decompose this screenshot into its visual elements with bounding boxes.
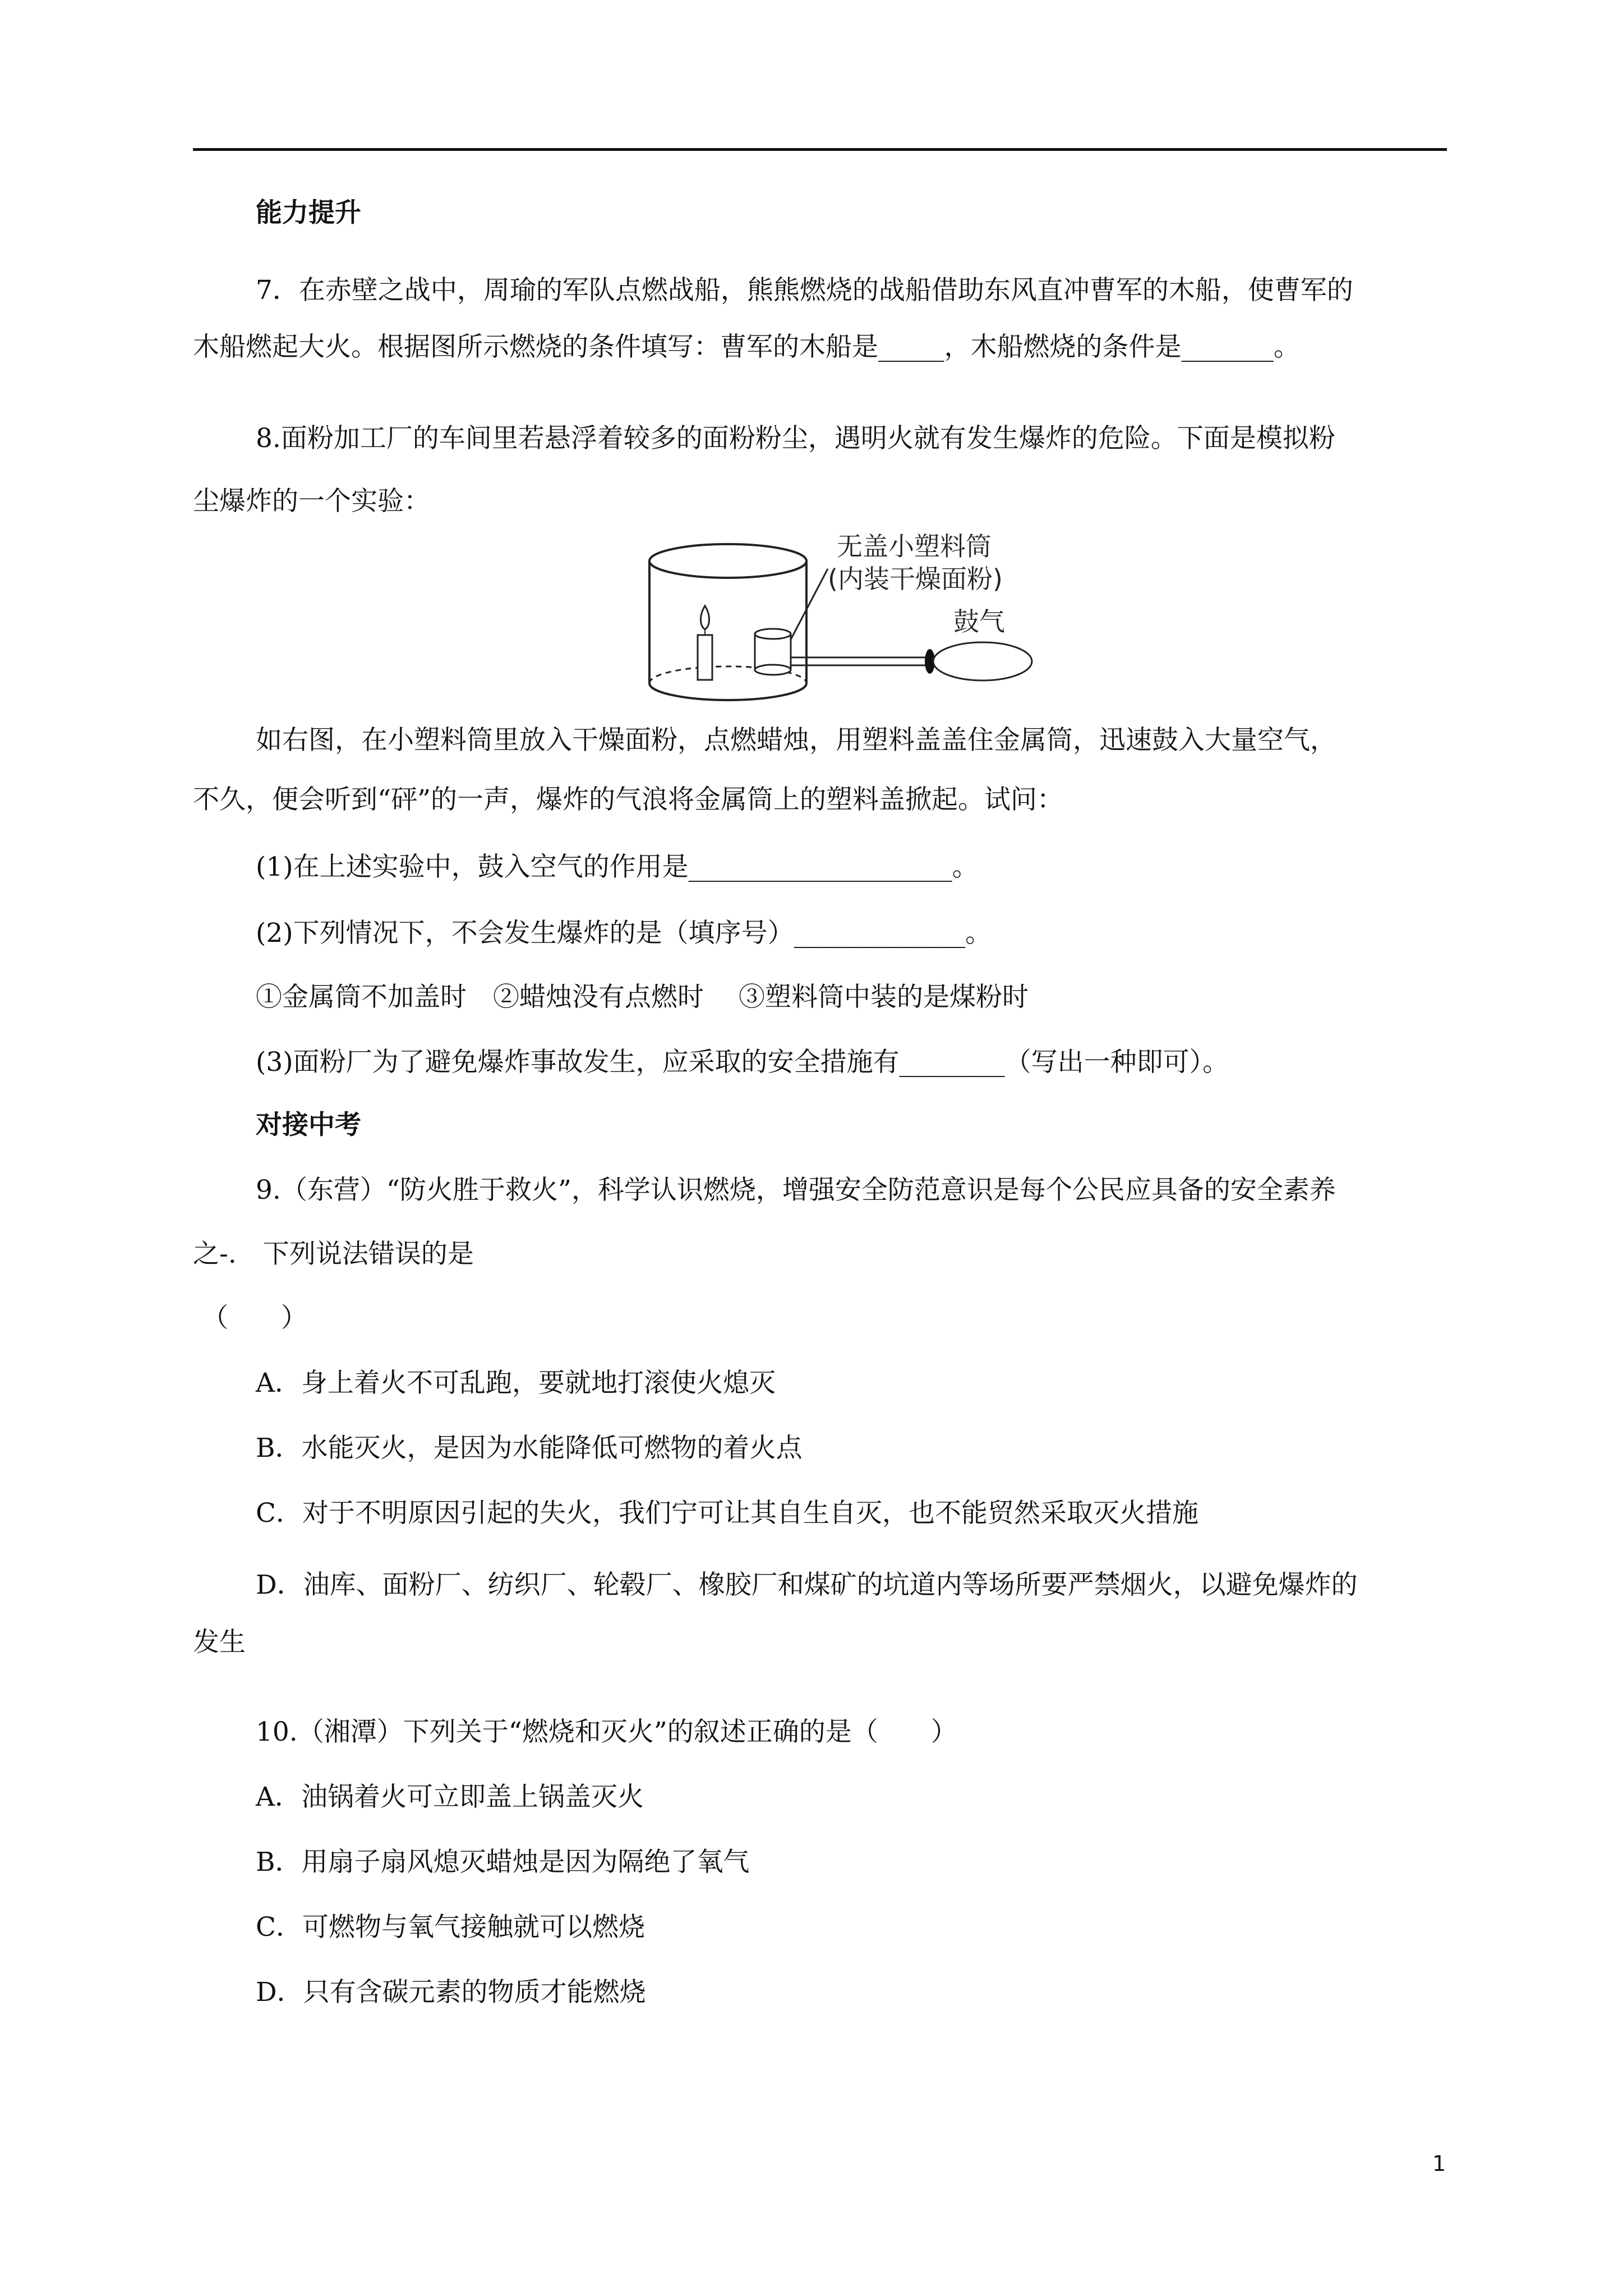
q8-sub3: (3)面粉厂为了避免爆炸事故发生，应采取的安全措施有________（写出一种即可）。 bbox=[256, 1047, 1229, 1078]
q9-answer-bracket: （ ） bbox=[202, 1303, 307, 1333]
q10-option-a: A．油锅着火可立即盖上锅盖灭火 bbox=[256, 1782, 644, 1812]
figure-label-blow: 鼓气 bbox=[953, 606, 1005, 637]
q10-stem: 10.（湘潭）下列关于“燃烧和灭火”的叙述正确的是（ ） bbox=[256, 1717, 957, 1747]
header-rule bbox=[193, 148, 1447, 151]
q8-sub1: (1)在上述实验中，鼓入空气的作用是____________________。 bbox=[256, 852, 979, 882]
q9-option-d-line2: 发生 bbox=[193, 1627, 246, 1658]
q8-sub2: (2)下列情况下，不会发生爆炸的是（填序号）_____________。 bbox=[256, 918, 992, 949]
q9-option-d-line1: D．油库、面粉厂、纺织厂、轮毂厂、橡胶厂和煤矿的坑道内等场所要严禁烟火，以避免爆炸的 bbox=[256, 1570, 1358, 1600]
label-leader-line bbox=[791, 569, 828, 639]
air-bulb-icon bbox=[925, 642, 1032, 680]
air-pipe bbox=[791, 657, 926, 665]
q8-desc2: 不久，便会听到“砰”的一声，爆炸的气浪将金属筒上的塑料盖掀起。试问： bbox=[193, 784, 1064, 815]
candle-icon bbox=[698, 606, 712, 680]
q9-option-b: B．水能灭火，是因为水能降低可燃物的着火点 bbox=[256, 1433, 803, 1464]
q10-option-b: B．用扇子扇风熄灭蜡烛是因为隔绝了氧气 bbox=[256, 1847, 750, 1878]
q9-line2: 之-. 下列说法错误的是 bbox=[193, 1239, 474, 1269]
q10-option-d: D．只有含碳元素的物质才能燃烧 bbox=[256, 1977, 646, 2008]
q9-option-c: C．对于不明原因引起的失火，我们宁可让其自生自灭，也不能贸然采取灭火措施 bbox=[256, 1498, 1198, 1529]
dust-explosion-figure bbox=[639, 527, 1066, 712]
q10-option-c: C．可燃物与氧气接触就可以燃烧 bbox=[256, 1912, 645, 1943]
section-ability-heading: 能力提升 bbox=[256, 197, 361, 228]
q9-line1: 9.（东营）“防火胜于救火”，科学认识燃烧，增强安全防范意识是每个公民应具备的安全素养 bbox=[256, 1175, 1336, 1205]
figure-label-tube: 无盖小塑料筒 bbox=[837, 531, 992, 562]
can-top-rim bbox=[649, 544, 806, 578]
q8-line2: 尘爆炸的一个实验： bbox=[193, 486, 430, 517]
page-number: 1 bbox=[1432, 2151, 1446, 2176]
can-bottom-front bbox=[649, 683, 806, 700]
q9-option-a: A．身上着火不可乱跑，要就地打滚使火熄灭 bbox=[256, 1368, 776, 1398]
q8-line1: 8.面粉加工厂的车间里若悬浮着较多的面粉粉尘，遇明火就有发生爆炸的危险。下面是模拟粉 bbox=[256, 423, 1335, 454]
q7-line1: 7．在赤壁之战中，周瑜的军队点燃战船，熊熊燃烧的战船借助东风直冲曹军的木船，使曹军的 bbox=[256, 275, 1353, 306]
q7-line2: 木船燃起大火。根据图所示燃烧的条件填写：曹军的木船是_____，木船燃烧的条件是_______。 bbox=[193, 332, 1300, 362]
figure-label-contents: (内装干燥面粉) bbox=[828, 564, 1003, 594]
q8-options: ①金属筒不加盖时 ②蜡烛没有点燃时 ③塑料筒中装的是煤粉时 bbox=[256, 982, 1029, 1013]
q8-desc1: 如右图，在小塑料筒里放入干燥面粉，点燃蜡烛，用塑料盖盖住金属筒，迅速鼓入大量空气， bbox=[256, 725, 1336, 756]
plastic-tube-icon bbox=[755, 629, 791, 675]
section-exam-heading: 对接中考 bbox=[256, 1110, 361, 1140]
